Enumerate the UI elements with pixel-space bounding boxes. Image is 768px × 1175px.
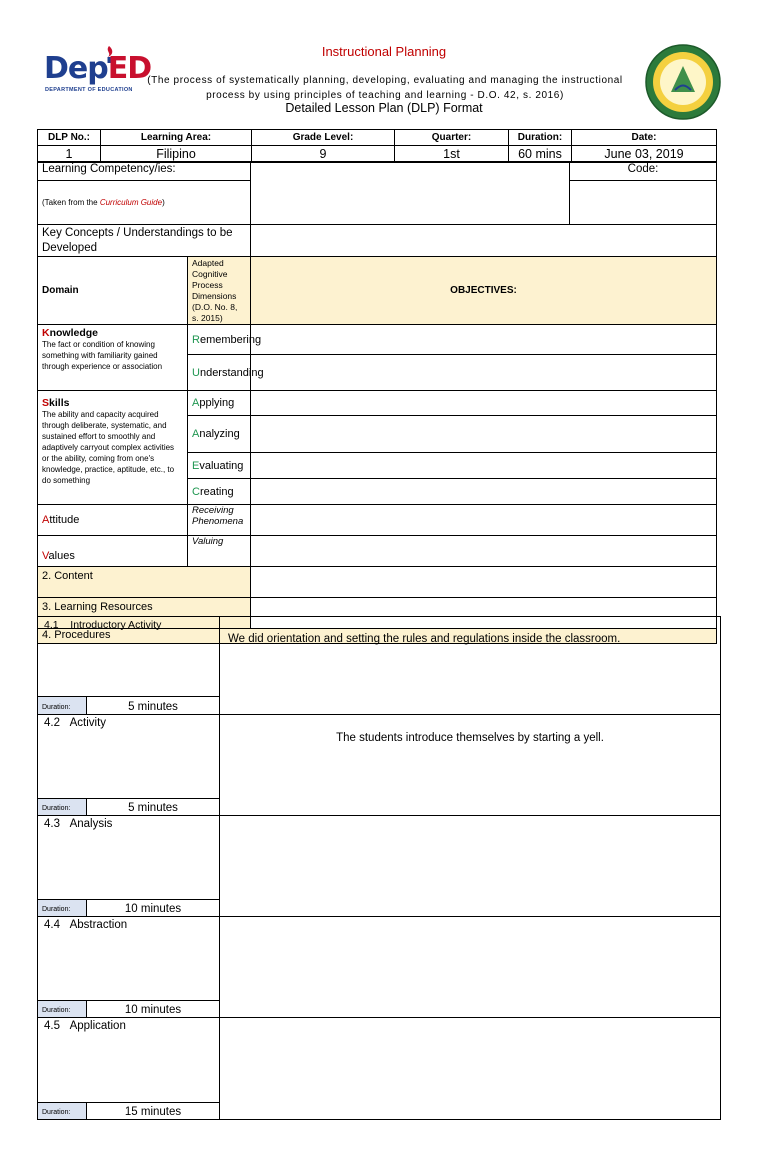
objective-evaluating bbox=[251, 453, 717, 479]
objective-creating bbox=[251, 479, 717, 505]
grade-level-value: 9 bbox=[252, 146, 395, 162]
deped-subtext: DEPARTMENT OF EDUCATION bbox=[45, 87, 133, 93]
grade-level-label: Grade Level: bbox=[252, 130, 395, 146]
dimension-creating: Creating bbox=[188, 479, 251, 505]
objectives-header: OBJECTIVES: bbox=[251, 257, 717, 325]
key-concepts-value bbox=[251, 225, 717, 257]
quarter-label: Quarter: bbox=[395, 130, 509, 146]
procedure-title: 4.2 Activity bbox=[38, 715, 220, 799]
document-format-title: Detailed Lesson Plan (DLP) Format bbox=[285, 101, 483, 115]
dimension-applying: Applying bbox=[188, 391, 251, 416]
lesson-plan-table bbox=[37, 162, 717, 644]
learning-resources-label: 3. Learning Resources bbox=[38, 598, 251, 629]
objective-applying bbox=[251, 391, 717, 416]
procedure-body bbox=[220, 917, 721, 1018]
deped-seal-icon bbox=[645, 44, 721, 120]
procedures-label: 4. Procedures bbox=[38, 629, 717, 644]
procedure-title: 4.1 Introductory Activity bbox=[38, 617, 220, 697]
dimension-analyzing: Analyzing bbox=[188, 416, 251, 453]
code-value bbox=[570, 181, 717, 225]
dimension-valuing: Valuing bbox=[188, 536, 251, 567]
competency-value bbox=[251, 163, 570, 225]
duration-label: Duration: bbox=[38, 1103, 87, 1120]
procedure-title: 4.3 Analysis bbox=[38, 816, 220, 900]
procedure-body bbox=[220, 816, 721, 917]
duration-label: Duration: bbox=[509, 130, 572, 146]
date-value: June 03, 2019 bbox=[572, 146, 717, 162]
domain-header: Domain bbox=[38, 257, 188, 325]
deped-wordmark: DepED bbox=[44, 51, 152, 86]
dimension-evaluating: Evaluating bbox=[188, 453, 251, 479]
objective-values bbox=[251, 536, 717, 567]
duration-value: 5 minutes bbox=[87, 799, 220, 816]
objective-attitude bbox=[251, 505, 717, 536]
dimension-remembering: Remembering bbox=[188, 325, 251, 355]
quarter-value: 1st bbox=[395, 146, 509, 162]
content-label: 2. Content bbox=[38, 567, 251, 598]
duration-label: Duration: bbox=[38, 697, 87, 715]
attitude-domain: Attitude bbox=[38, 505, 188, 536]
key-concepts-label: Key Concepts / Understandings to be Developed bbox=[38, 225, 251, 257]
dlp-no-label: DLP No.: bbox=[38, 130, 101, 146]
duration-value: 15 minutes bbox=[87, 1103, 220, 1120]
dlp-no-value: 1 bbox=[38, 146, 101, 162]
duration-label: Duration: bbox=[38, 799, 87, 816]
curriculum-guide-note: (Taken from the Curriculum Guide) bbox=[38, 181, 251, 225]
dimensions-header: Adapted Cognitive Process Dimensions (D.O. No. 8, s. 2015) bbox=[188, 257, 251, 325]
competency-label: Learning Competency/ies: bbox=[38, 163, 251, 181]
content-value bbox=[251, 567, 717, 598]
page-subtitle: (The process of systematically planning, developing, evaluating and managing the instructional process by using principles of teaching and learning - D.O. 42, s. 2016) bbox=[147, 75, 623, 101]
lesson-info-table bbox=[37, 129, 717, 162]
procedure-body bbox=[220, 1018, 721, 1120]
objective-analyzing bbox=[251, 416, 717, 453]
code-label: Code: bbox=[570, 163, 717, 181]
duration-value: 10 minutes bbox=[87, 900, 220, 917]
procedure-title: 4.4 Abstraction bbox=[38, 917, 220, 1001]
values-domain: Values bbox=[38, 536, 188, 567]
knowledge-domain: Knowledge The fact or condition of knowing something with familiarity gained through experience or association bbox=[38, 325, 188, 391]
duration-value: 5 minutes bbox=[87, 697, 220, 715]
skills-domain: Skills The ability and capacity acquired through deliberate, systematic, and sustained effort to smoothly and adaptively carryout complex activities or the ability, coming from one's knowledge, practice, aptitude, etc., to do something bbox=[38, 391, 188, 505]
procedure-body: The students introduce themselves by starting a yell. bbox=[220, 715, 721, 816]
duration-label: Duration: bbox=[38, 900, 87, 917]
learning-area-label: Learning Area: bbox=[101, 130, 252, 146]
page-title: Instructional Planning bbox=[321, 44, 447, 59]
duration-label: Duration: bbox=[38, 1001, 87, 1018]
objective-understanding bbox=[251, 355, 717, 391]
procedure-title: 4.5 Application bbox=[38, 1018, 220, 1103]
learning-area-value: Filipino bbox=[101, 146, 252, 162]
dimension-receiving: Receiving Phenomena bbox=[188, 505, 251, 536]
duration-value: 60 mins bbox=[509, 146, 572, 162]
dimension-understanding: Understanding bbox=[188, 355, 251, 391]
date-label: Date: bbox=[572, 130, 717, 146]
duration-value: 10 minutes bbox=[87, 1001, 220, 1018]
objective-remembering bbox=[251, 325, 717, 355]
procedures-table bbox=[37, 616, 721, 1120]
procedure-body: We did orientation and setting the rules and regulations inside the classroom. bbox=[220, 617, 721, 715]
